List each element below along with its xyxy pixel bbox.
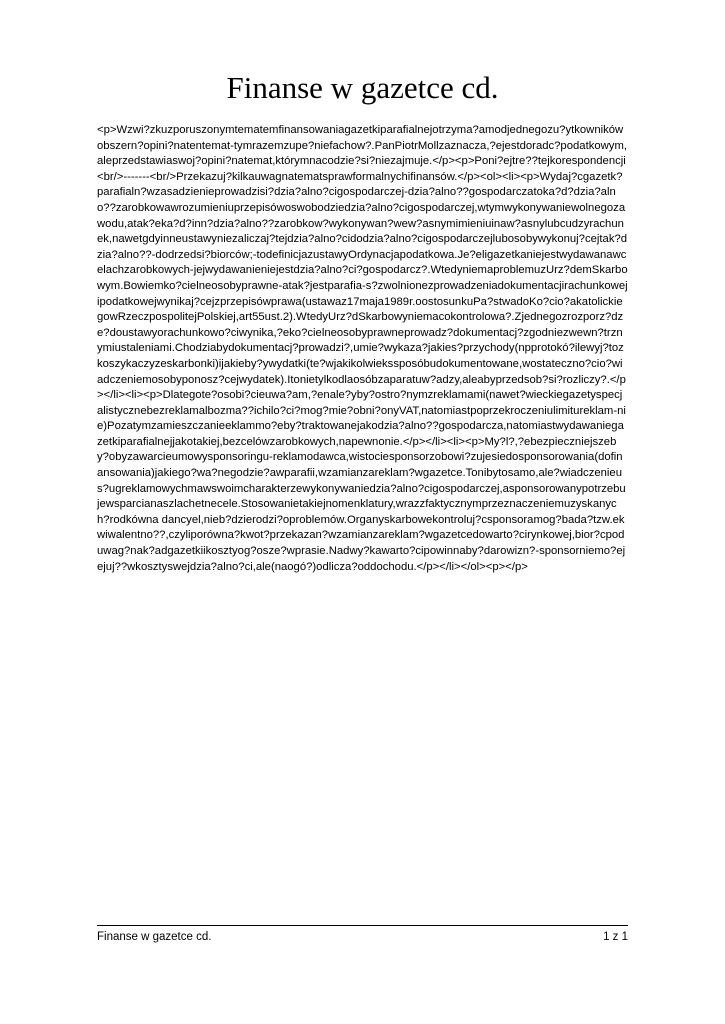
page-title: Finanse w gazetce cd. <box>226 70 499 105</box>
footer-divider <box>97 925 628 926</box>
footer-page-number: 1 z 1 <box>603 931 628 943</box>
document-body-text: <p>Wzwi?zkuzporuszonymtematemfinansowaniagazetkiparafialnejotrzyma?amodjednegozu?ytkowników obszern?opini?natentemat-tymrazemzupe?niefachow?.PanPiotrMollzaznacza,?ejestdoradc?podatkowym,aleprzedstawiaswoj?opini?natemat,którymnacodzie?si?niezajmuje.</p><p>Poni?ejtre??tejkorespondencji<br/>-------<br/>Przekazuj?kilkauwagnatematsprawformalnychifinansów.</p><ol><li><p>Wydaj?cgazetk?parafialn?wzasadzienieprowadzisi?dzia?alno?cigospodarczej-dzia?alno??gospodarczatoka?d?dzia?alno??zarobkowawrozumieniuprzepisówoswobodziedzia?alno?cigospodarczej,wtymwykonywaniewolnegozawodu,atak?eka?d?inn?dzia?alno??zarobkow?wykonywan?wew?asnymimieniuinaw?asnylubcudzyrachunek,nawetgdyinneustawyniezaliczaj?tejdzia?alno?cidodzia?alno?cigospodarczejlubosobywykonuj?cejtak?dzia?alno??-dodrzedsi?biorców;-todefinicjazustawyOrdynacjapodatkowa.Je?eligazetkaniejestwydawanawcelachzarobkowych-jejwydawanieniejestdzia?alno?ci?gospodarcz?.WtedyniemaproblemuzUrz?demSkarbowym.Bowiemko?cielneosobyprawne-atak?jestparafia-s?zwolnionezprowadzeniadokumentacjirachunkowejipodatkowejwynikaj?cejzprzepisówprawa(ustawaz17maja1989r.oostosunkuPa?stwadoKo?cio?akatolickiegowRzeczpospolitejPolskiej,art55ust.2).WtedyUrz?dSkarbowyniemacokontrolowa?.Zjednegozrozporz?dze?doustawyorachunkowo?ciwynika,?eko?cielneosobyprawneprowadz?dokumentacj?zgodniezwewn?trznymiustaleniami.Chodziabydokumentacj?prowadzi?,umie?wykaza?jakies?przychody(npprotokó?ilewyj?tozkoszykaczyzeskarbonki)ijakieby?ywydatki(te?wjakikolwiekssposóbudokumentowane,wostateczno?cio?wiadczeniemosobyponosz?cejwydatek).Itonietylkodlaosóbzaparatuw?adzy,aleabyprzedsob?si?rozliczy?.</p></li><li><p>Dlategote?osobi?cieuwa?am,?enale?yby?ostro?nymzreklamami(nawet?wieckiegazetyspecjalistycznebezreklamalbozma??ichilo?ci?mog?mie?obni?onyVAT,natomiastpoprzekroczeniulimitureklam-nie)Pozatymzamieszczanieeklammo?eby?traktowanejakodzia?alno??gospodarcza,natomiastwydawaniegazetkiparafialnejjakotakiej,bezcelówzarobkowych,napewnonie.</p></li><li><p>My?l?,?ebezpieczniejszeby?obyzawarcieumowysponsoringu-reklamodawca,wistociesponsorzobowi?zujesiedosponsorowania(dofinansowania)jakiego?wa?negodzie?awparafii,wzamianzareklam?wgazetce.Tonibytosamo,ale?wiadczenieus?ugreklamowychmawswoimcharakterzewykonywaniedzia?alno?cigospodarczej,asponsorowanypotrzebujewsparcianaszlachetnecele.Stosowanietakiejnomenklatury,wrazzfaktycznymprzeznaczeniemuzyskanych?rodkówna dancyel,nieb?dzierodzi?oproblemów.Organyskarbowekontroluj?csponsoramog?bada?tzw.ekwiwalentno??,czyliporówna?kwot?przekazan?wzamianzareklam?wgazetcedowarto?cirynkowej,bior?cpoduwag?nak?adgazetkiikosztyog?osze?wprasie.Nadwy?kawarto?cipowinnaby?darowizn?-sponsorniemo?ejejuj??wkosztyswejdzia?alno?ci,ale(naogó?)odlicza?oddochodu.</p></li></ol><p></p> <box>97 124 628 573</box>
footer-document-title: Finanse w gazetce cd. <box>97 931 212 943</box>
